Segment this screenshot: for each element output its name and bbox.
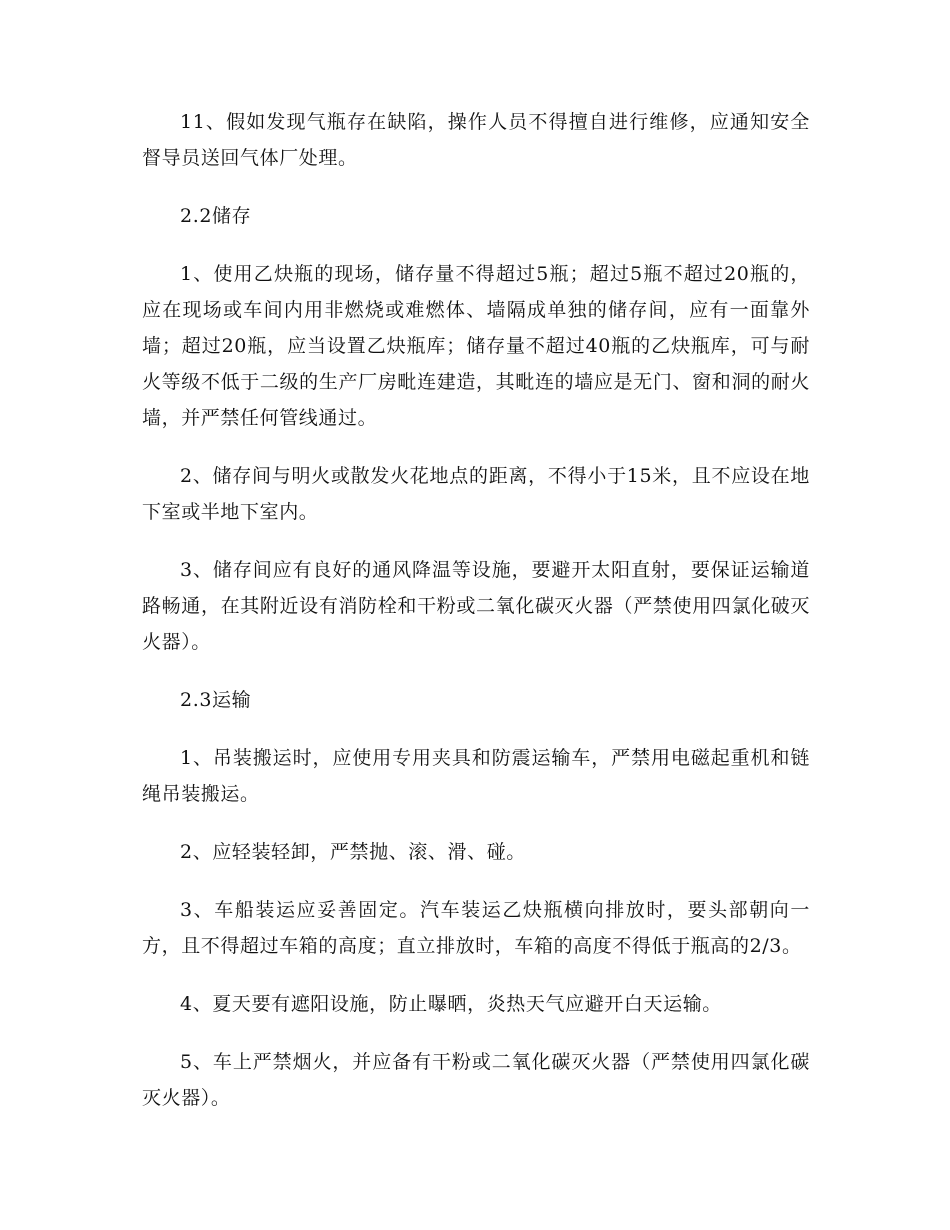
document-body: [142, 104, 810, 1138]
paragraph-storage-quantity: 1、使用乙炔瓶的现场，储存量不得超过5瓶；超过5瓶不超过20瓶的，应在现场或车间内用非燃烧或难燃体、墙隔成单独的储存间，应有一面靠外墙；超过20瓶，应当设置乙炔瓶库；储存量不超过40瓶的乙炔瓶库，可与耐火等级不低于二级的生产厂房毗连建造，其毗连的墙应是无门、窗和洞的耐火墙，并严禁任何管线通过。: [142, 263, 810, 429]
paragraph-transport-fire: 5、车上严禁烟火，并应备有干粉或二氧化碳灭火器（严禁使用四氯化碳灭火器）。: [142, 1051, 810, 1109]
section-heading-transport: 2.3运输: [180, 689, 252, 711]
paragraph-defect-handling: 11、假如发现气瓶存在缺陷，操作人员不得擅自进行维修，应通知安全督导员送回气体厂处理。: [142, 111, 810, 169]
paragraph-transport-lifting: 1、吊装搬运时，应使用专用夹具和防震运输车，严禁用电磁起重机和链绳吊装搬运。: [142, 747, 810, 805]
paragraph-storage-ventilation: 3、储存间应有良好的通风降温等设施，要避开太阳直射，要保证运输道路畅通，在其附近设有消防栓和干粉或二氧化碳灭火器（严禁使用四氯化破灭火器）。: [142, 559, 810, 653]
paragraph-storage-distance: 2、储存间与明火或散发火花地点的距离，不得小于15米，且不应设在地下室或半地下室内。: [142, 465, 810, 523]
paragraph-transport-fixing: 3、车船装运应妥善固定。汽车装运乙炔瓶横向排放时，要头部朝向一方，且不得超过车箱的高度；直立排放时，车箱的高度不得低于瓶高的2/3。: [142, 899, 810, 957]
section-heading-storage: 2.2储存: [180, 205, 252, 227]
paragraph-transport-handling: 2、应轻装轻卸，严禁抛、滚、滑、碰。: [180, 841, 526, 863]
paragraph-transport-summer: 4、夏天要有遮阳设施，防止曝晒，炎热天气应避开白天运输。: [180, 993, 722, 1015]
